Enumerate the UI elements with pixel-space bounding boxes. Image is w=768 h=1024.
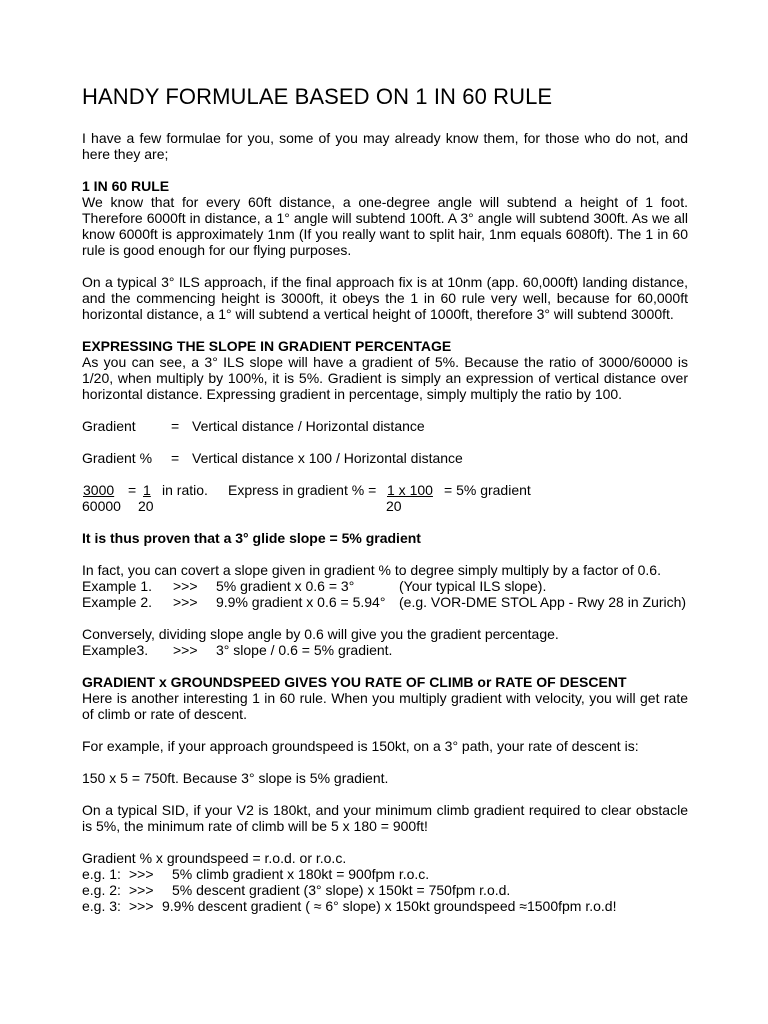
fraction-numerators [82,482,688,498]
paragraph: 150 x 5 = 750ft. Because 3° slope is 5% gradient. [82,770,389,786]
eg-label: e.g. 2: [82,882,121,898]
eg-label: e.g. 1: [82,866,121,882]
example-note: (Your typical ILS slope). [399,578,547,594]
example-label: Example 1. [82,578,153,594]
formula-gradient [82,418,688,434]
proven-statement: It is thus proven that a 3° glide slope = 5% gradient [82,530,421,546]
fraction-text: Express in gradient % = [228,482,377,498]
eg-3 [82,898,688,914]
eg-1 [82,866,688,882]
fraction-denominator: 20 [138,498,154,514]
formula-text: Vertical distance / Horizontal distance [192,418,425,434]
example-3 [82,642,688,658]
fraction-equals: = [128,482,137,498]
eg-arrow: >>> [129,898,154,914]
formula-equals: = [171,450,180,466]
formula-gradient-percent [82,450,688,466]
formula-equals: = [171,418,180,434]
eg-calc: 9.9% descent gradient ( ≈ 6° slope) x 150kt groundspeed ≈1500fpm r.o.d! [162,898,617,914]
paragraph: As you can see, a 3° ILS slope will have a gradient of 5%. Because the ratio of 3000/60000 is 1/20, when multiply by 100%, it is 5%. Gradient is simply an expression of vertical distance over horizontal distance. Expressing gradient in percentage, simply multiply the ratio by 100. [82,354,688,402]
fraction-numerator: 1 [143,482,151,498]
document-page [82,84,688,914]
fraction-numerator: 1 x 100 [387,482,433,498]
summary-formula: Gradient % x groundspeed = r.o.d. or r.o.c. [82,850,347,866]
paragraph: Conversely, dividing slope angle by 0.6 will give you the gradient percentage. [82,626,559,642]
example-2 [82,594,688,610]
fraction-numerator: 3000 [83,482,115,498]
formula-label: Gradient % [82,450,153,466]
example-arrow: >>> [173,578,198,594]
intro-paragraph: I have a few formulae for you, some of you may already know them, for those who do not, and here they are; [82,130,688,162]
paragraph: On a typical 3° ILS approach, if the final approach fix is at 10nm (app. 60,000ft) landing distance, and the commencing height is 3000ft, it obeys the 1 in 60 rule very well, because for 60,000ft horizontal distance, a 1° will subtend a vertical height of 1000ft, therefore 3° will subtend 3000ft. [82,274,688,322]
example-calc: 9.9% gradient x 0.6 = 5.94° [216,594,386,610]
paragraph: In fact, you can covert a slope given in gradient % to degree simply multiply by a factor of 0.6. [82,562,661,578]
paragraph: Here is another interesting 1 in 60 rule. When you multiply gradient with velocity, you will get rate of climb or rate of descent. [82,690,688,722]
fraction-denominators [82,498,688,514]
example-arrow: >>> [173,594,198,610]
section-heading-rate-of-climb: GRADIENT x GROUNDSPEED GIVES YOU RATE OF CLIMB or RATE OF DESCENT [82,674,627,690]
paragraph: For example, if your approach groundspeed is 150kt, on a 3° path, your rate of descent is: [82,738,639,754]
section-heading-gradient-percentage: EXPRESSING THE SLOPE IN GRADIENT PERCENTAGE [82,338,452,354]
example-label: Example3. [82,642,149,658]
example-calc: 5% gradient x 0.6 = 3° [216,578,355,594]
eg-2 [82,882,688,898]
eg-label: e.g. 3: [82,898,121,914]
fraction-result: = 5% gradient [444,482,531,498]
section-heading-1-in-60-rule: 1 IN 60 RULE [82,178,170,194]
example-note: (e.g. VOR-DME STOL App - Rwy 28 in Zurich) [399,594,687,610]
paragraph: On a typical SID, if your V2 is 180kt, and your minimum climb gradient required to clear obstacle is 5%, the minimum rate of climb will be 5 x 180 = 900ft! [82,802,688,834]
fraction-denominator: 20 [386,498,402,514]
example-arrow: >>> [173,642,198,658]
eg-calc: 5% descent gradient (3° slope) x 150kt = 750fpm r.o.d. [172,882,511,898]
fraction-denominator: 60000 [82,498,121,514]
example-1 [82,578,688,594]
example-calc: 3° slope / 0.6 = 5% gradient. [216,642,393,658]
eg-arrow: >>> [129,882,154,898]
formula-label: Gradient [82,418,136,434]
paragraph: We know that for every 60ft distance, a one-degree angle will subtend a height of 1 foot. Therefore 6000ft in distance, a 1° angle will subtend 100ft. A 3° angle will subtend 300ft. As we all know 6000ft is approximately 1nm (If you really want to split hair, 1nm equals 6080ft). The 1 in 60 rule is good enough for our flying purposes. [82,194,688,258]
document-title: HANDY FORMULAE BASED ON 1 IN 60 RULE [82,84,553,109]
eg-calc: 5% climb gradient x 180kt = 900fpm r.o.c. [172,866,430,882]
formula-text: Vertical distance x 100 / Horizontal distance [192,450,463,466]
eg-arrow: >>> [129,866,154,882]
example-label: Example 2. [82,594,153,610]
fraction-text: in ratio. [162,482,208,498]
